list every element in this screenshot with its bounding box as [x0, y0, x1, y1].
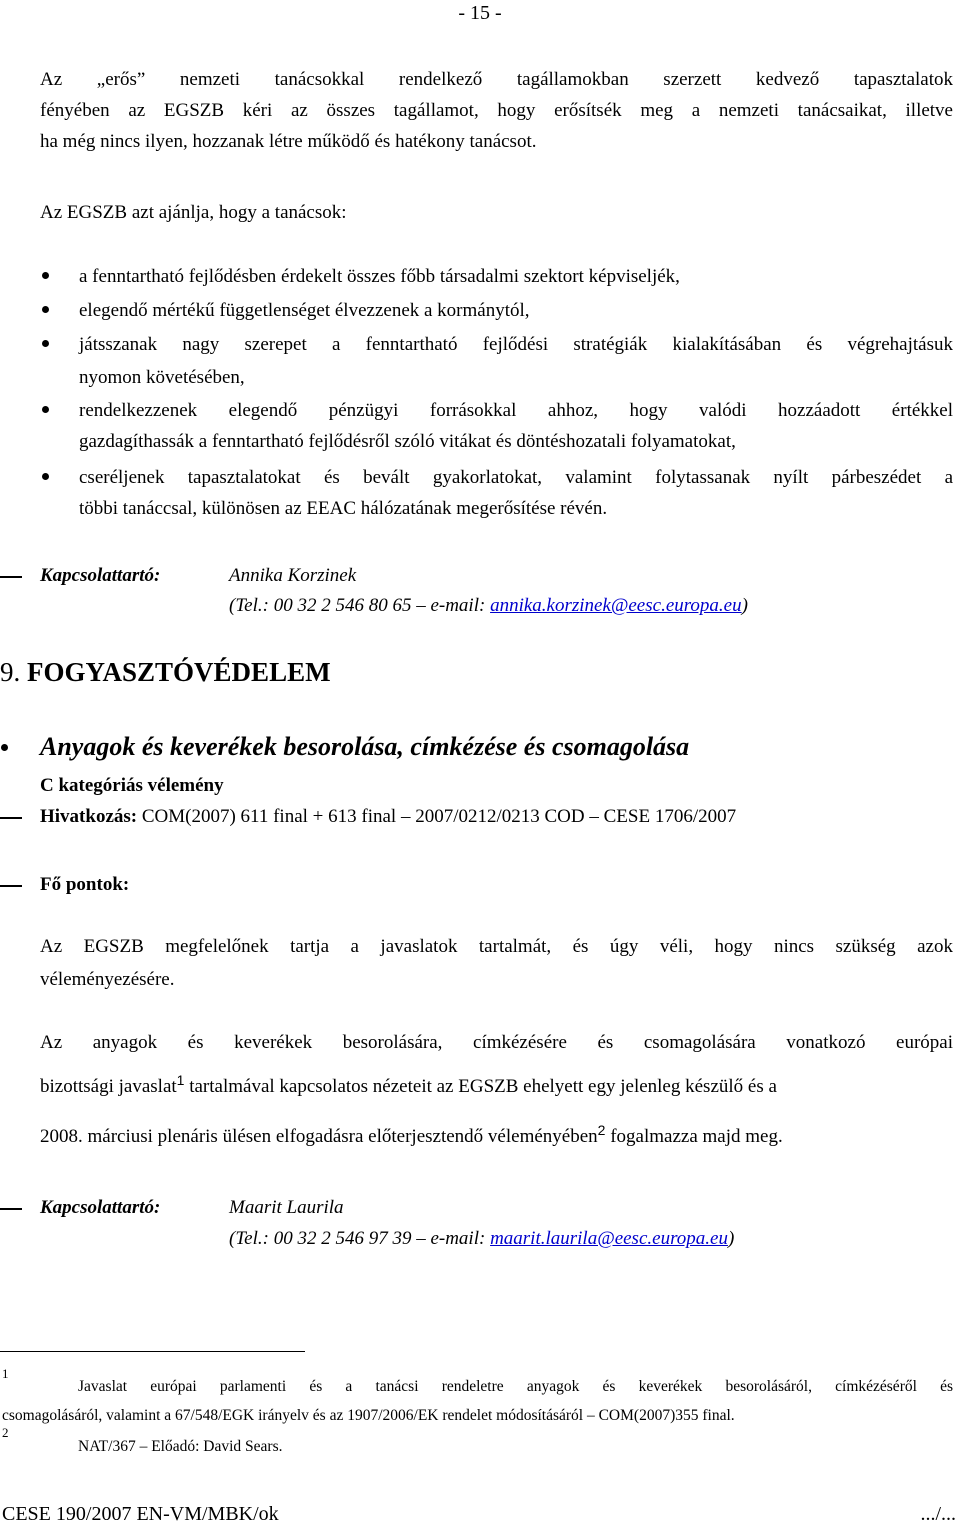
footer-doc-id: CESE 190/2007 EN-VM/MBK/ok [2, 1503, 279, 1525]
intro-line-2: fényében az EGSZB kéri az összes tagállamot, hogy erősítsék meg a nemzeti tanácsaikat, illetve [40, 100, 953, 121]
contact-1-name: Annika Korzinek [229, 565, 357, 586]
main-points-label: Fő pontok: [40, 874, 130, 895]
section-heading [0, 654, 331, 690]
reference-label: Hivatkozás: [40, 806, 138, 827]
contact-2-email-link[interactable]: maarit.laurila@eesc.europa.eu [490, 1228, 728, 1249]
contact-2-tel-suffix: ) [727, 1228, 735, 1249]
bullet-icon [42, 406, 49, 413]
subsection-title: Anyagok és keverékek besorolása, címkézése és csomagolása [40, 732, 690, 761]
bullet-icon [42, 340, 49, 347]
bullet-4-line-1: rendelkezzenek elegendő pénzügyi forrásokkal ahhoz, hogy valódi hozzáadott értékkel [79, 400, 953, 421]
contact-1-details [229, 590, 748, 621]
para-2-line-3-end: fogalmazza majd meg. [605, 1126, 783, 1147]
bullet-icon [42, 306, 49, 313]
bullet-5-line-2: többi tanáccsal, különösen az EEAC hálózatának megerősítése révén. [79, 498, 608, 519]
dash-icon [0, 576, 22, 578]
recommend-intro: Az EGSZB azt ajánlja, hogy a tanácsok: [40, 202, 347, 223]
para-1-line-1: Az EGSZB megfelelőnek tartja a javaslatok tartalmát, és úgy véli, hogy nincs szükség azok [40, 936, 953, 957]
contact-1-tel: (Tel.: 00 32 2 546 80 65 – e-mail: [229, 595, 491, 616]
bullet-4-line-2: gazdagíthassák a fenntartható fejlődésről szóló vitákat és döntéshozatali folyamatokat, [79, 431, 736, 452]
para-2-line-2-end: tartalmával kapcsolatos nézeteit az EGSZB ehelyett egy jelenleg készülő és a [184, 1076, 777, 1097]
bullet-3-line-1: játsszanak nagy szerepet a fenntartható fejlődési stratégiák kialakításában és végrehajtásuk [79, 334, 953, 355]
reference-line [40, 801, 736, 832]
bullet-3-line-2: nyomon követésében, [79, 367, 245, 388]
para-2-line-1: Az anyagok és keverékek besorolására, címkézésére és csomagolására vonatkozó európai [40, 1032, 953, 1053]
footnote-separator [0, 1351, 305, 1352]
footnote-1-line-2: csomagolásáról, valamint a 67/548/EGK irányelv és az 1907/2006/EK rendelet módosításáról – COM(2007)355 final. [2, 1407, 735, 1424]
footer-continuation: .../... [920, 1503, 956, 1525]
contact-1-label: Kapcsolattartó: [40, 565, 161, 586]
contact-2-label: Kapcsolattartó: [40, 1197, 161, 1218]
dash-icon [0, 885, 22, 887]
bullet-5-line-1: cseréljenek tapasztalatokat és bevált gyakorlatokat, valamint folytassanak nyílt párbeszédet a [79, 467, 953, 488]
footnote-1-number: 1 [2, 1366, 9, 1381]
dash-icon [0, 1208, 22, 1210]
footnote-1-line-1: Javaslat európai parlamenti és a tanácsi rendeletre anyagok és keverékek besorolásáról, címkézéséről és [78, 1378, 953, 1395]
section-number: 9. [0, 657, 21, 687]
para-2-line-3-start: 2008. márciusi plenáris ülésen elfogadásra előterjesztendő véleményében [40, 1126, 598, 1147]
dash-icon [0, 817, 22, 819]
opinion-category: C kategóriás vélemény [40, 775, 224, 796]
para-2-line-3 [40, 1121, 783, 1153]
footnote-2-number: 2 [2, 1425, 9, 1440]
footnote-ref-1[interactable]: 1 [176, 1072, 185, 1088]
bullet-icon [1, 744, 8, 751]
bullet-icon [42, 272, 49, 279]
contact-1-tel-suffix: ) [741, 595, 748, 616]
footnote-ref-2[interactable]: 2 [597, 1122, 606, 1138]
para-2-line-2 [40, 1071, 777, 1103]
bullet-1-line-1: a fenntartható fejlődésben érdekelt összes főbb társadalmi szektort képviseljék, [79, 266, 680, 287]
reference-value: COM(2007) 611 final + 613 final – 2007/0212/0213 COD – CESE 1706/2007 [141, 806, 737, 827]
contact-1-email-link[interactable]: annika.korzinek@eesc.europa.eu [490, 595, 742, 616]
page-number: - 15 - [458, 2, 502, 24]
contact-2-name: Maarit Laurila [229, 1197, 344, 1218]
para-1-line-2: véleményezésére. [40, 969, 175, 990]
bullet-icon [42, 473, 49, 480]
intro-line-1: Az „erős” nemzeti tanácsokkal rendelkező tagállamokban szerzett kedvező tapasztalatok [40, 69, 953, 90]
bullet-2-line-1: elegendő mértékű függetlenséget élvezzenek a kormánytól, [79, 300, 530, 321]
intro-line-3: ha még nincs ilyen, hozzanak létre működő és hatékony tanácsot. [40, 131, 537, 152]
contact-2-details [229, 1223, 734, 1254]
para-2-line-2-start: bizottsági javaslat [40, 1076, 177, 1097]
contact-2-tel: (Tel.: 00 32 2 546 97 39 – e-mail: [229, 1228, 491, 1249]
footnote-2-line-1: NAT/367 – Előadó: David Sears. [78, 1438, 283, 1455]
section-title: FOGYASZTÓVÉDELEM [27, 657, 331, 687]
